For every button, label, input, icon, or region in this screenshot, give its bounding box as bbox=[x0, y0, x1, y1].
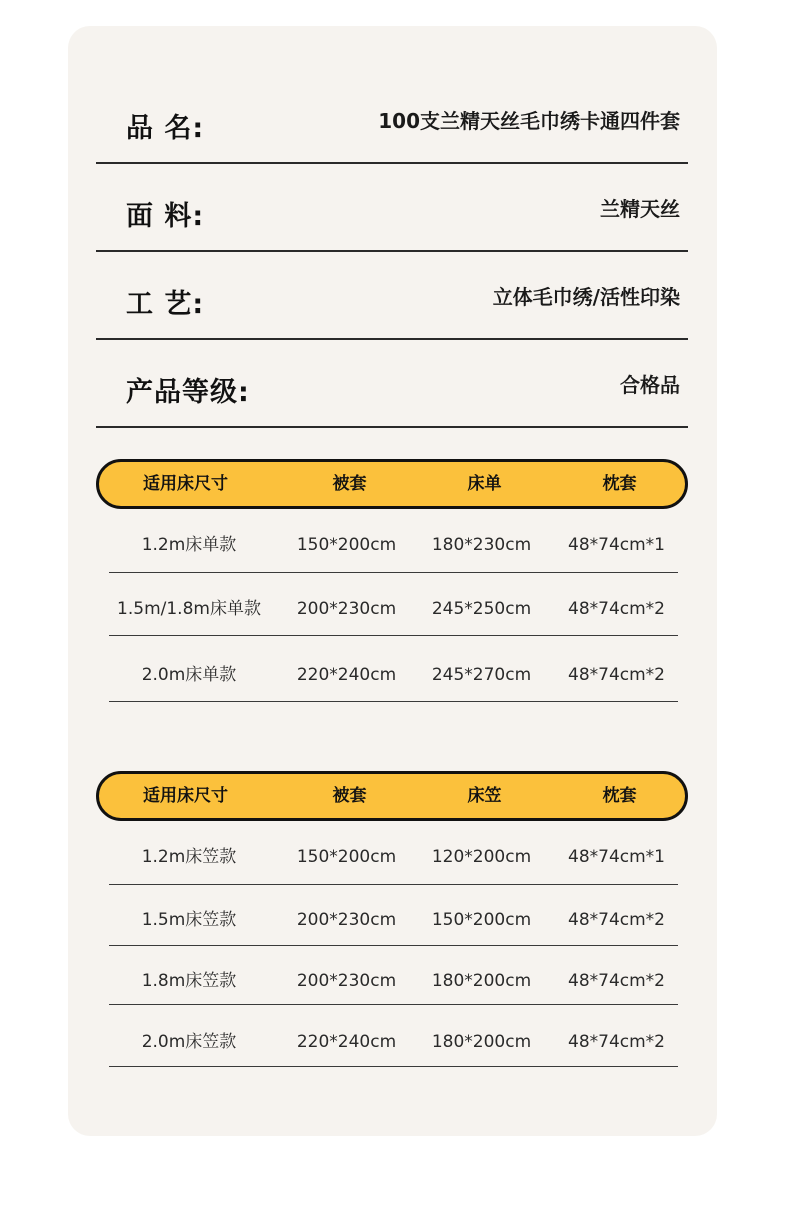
table-cell: 48*74cm*2 bbox=[568, 599, 665, 619]
header-cell-duvet: 被套 bbox=[332, 474, 367, 494]
table-row bbox=[109, 509, 678, 573]
table-body bbox=[109, 821, 678, 1067]
header-cell-bed-size: 适用床尺寸 bbox=[143, 474, 228, 494]
table-header bbox=[96, 771, 688, 821]
table-cell: 48*74cm*2 bbox=[568, 971, 665, 991]
table-row bbox=[109, 821, 678, 885]
product-info-section bbox=[96, 76, 688, 428]
table-cell: 48*74cm*2 bbox=[568, 665, 665, 685]
table-cell: 200*230cm bbox=[296, 910, 397, 930]
info-value: 100支兰精天丝毛巾绣卡通四件套 bbox=[378, 109, 680, 133]
table-cell: 150*200cm bbox=[296, 535, 397, 555]
table-body bbox=[109, 509, 678, 702]
info-row-craft bbox=[96, 252, 688, 340]
info-label: 面 料: bbox=[126, 201, 205, 232]
table-cell: 1.5m床笠款 bbox=[141, 910, 237, 930]
table-row bbox=[109, 885, 678, 946]
info-value: 兰精天丝 bbox=[600, 197, 680, 221]
table-cell: 48*74cm*1 bbox=[568, 535, 665, 555]
table-cell: 1.2m床笠款 bbox=[141, 847, 237, 867]
info-row-product-name bbox=[96, 76, 688, 164]
table-cell: 1.5m/1.8m床单款 bbox=[117, 599, 261, 619]
table-cell: 180*200cm bbox=[431, 971, 532, 991]
info-value: 合格品 bbox=[620, 373, 680, 397]
table-row bbox=[109, 636, 678, 702]
info-value: 立体毛巾绣/活性印染 bbox=[492, 285, 680, 309]
size-table-flat-sheet bbox=[96, 459, 688, 702]
info-label: 工 艺: bbox=[126, 289, 205, 320]
table-cell: 48*74cm*1 bbox=[568, 847, 665, 867]
info-label: 产品等级: bbox=[126, 377, 250, 408]
table-cell: 245*250cm bbox=[431, 599, 532, 619]
header-cell-pillowcase: 枕套 bbox=[602, 786, 637, 806]
table-cell: 2.0m床笠款 bbox=[141, 1032, 237, 1052]
header-cell-bed-size: 适用床尺寸 bbox=[143, 786, 228, 806]
table-cell: 150*200cm bbox=[431, 910, 532, 930]
table-cell: 180*230cm bbox=[431, 535, 532, 555]
table-cell: 2.0m床单款 bbox=[141, 665, 237, 685]
info-label: 品 名: bbox=[126, 113, 205, 144]
table-cell: 200*230cm bbox=[296, 971, 397, 991]
table-row bbox=[109, 573, 678, 636]
table-cell: 1.2m床单款 bbox=[141, 535, 237, 555]
header-cell-sheet: 床单 bbox=[467, 474, 502, 494]
header-cell-duvet: 被套 bbox=[332, 786, 367, 806]
header-cell-fitted-sheet: 床笠 bbox=[467, 786, 502, 806]
size-table-fitted-sheet bbox=[96, 771, 688, 1067]
table-cell: 48*74cm*2 bbox=[568, 1032, 665, 1052]
table-row bbox=[109, 1005, 678, 1067]
table-cell: 220*240cm bbox=[296, 1032, 397, 1052]
table-cell: 120*200cm bbox=[431, 847, 532, 867]
header-cell-pillowcase: 枕套 bbox=[602, 474, 637, 494]
table-cell: 48*74cm*2 bbox=[568, 910, 665, 930]
table-cell: 1.8m床笠款 bbox=[141, 971, 237, 991]
table-cell: 200*230cm bbox=[296, 599, 397, 619]
table-cell: 220*240cm bbox=[296, 665, 397, 685]
table-cell: 245*270cm bbox=[431, 665, 532, 685]
table-row bbox=[109, 946, 678, 1005]
table-cell: 150*200cm bbox=[296, 847, 397, 867]
info-row-fabric bbox=[96, 164, 688, 252]
table-header bbox=[96, 459, 688, 509]
info-row-grade bbox=[96, 340, 688, 428]
table-cell: 180*200cm bbox=[431, 1032, 532, 1052]
